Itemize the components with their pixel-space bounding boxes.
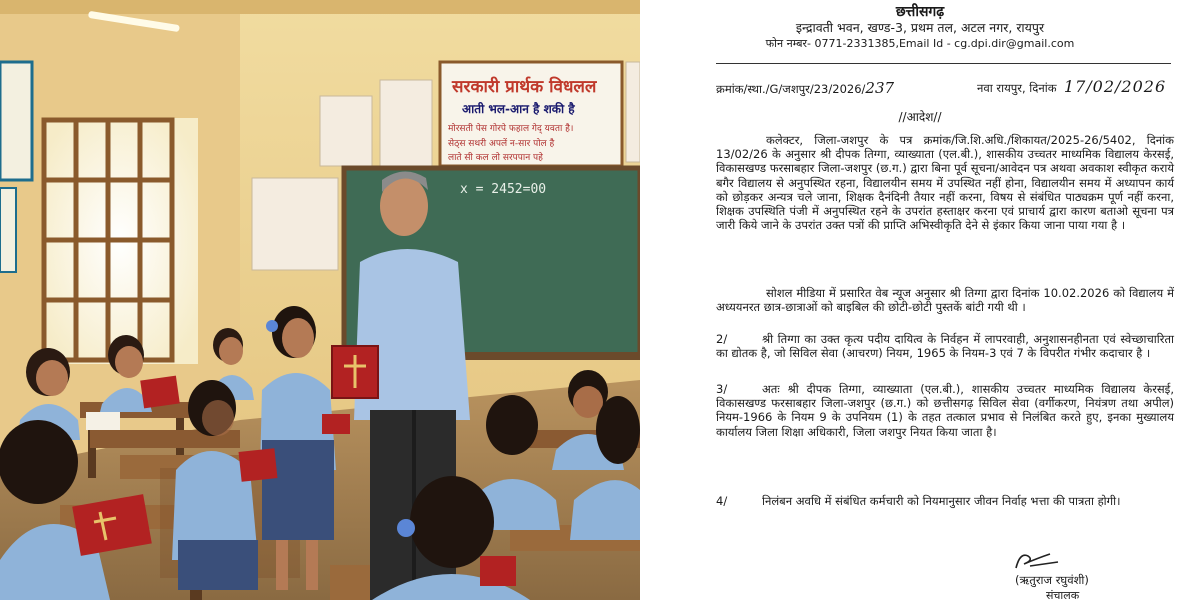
- date-label: नवा रायपुर, दिनांक: [977, 81, 1057, 95]
- letterhead-state: छत्तीसगढ़: [895, 4, 945, 20]
- reference-handwritten-number: 237: [865, 79, 895, 97]
- letterhead-contact: फोन नम्बर- 0771-2331385,Email Id - cg.dpi.dir@gmail.com: [765, 37, 1075, 50]
- blackboard-formula: x = 2452=00: [460, 182, 547, 197]
- school-banner-line: आती भल-आन है शकी है: [462, 102, 575, 116]
- paragraph-number: 2/: [716, 332, 728, 346]
- paragraph-text: निलंबन अवधि में संबंधित कर्मचारी को नियमानुसार जीवन निर्वाह भत्ता की पात्रता होगी।: [762, 494, 1121, 508]
- letter-date: [977, 77, 1166, 96]
- school-banner-title: सरकारी प्रार्थक विधलल: [452, 77, 597, 97]
- official-order-letter: [640, 0, 1200, 600]
- signatory-title: संचालक: [1046, 589, 1080, 600]
- signature-mark: [1010, 548, 1070, 574]
- header-divider: [716, 63, 1171, 64]
- date-handwritten: 17/02/2026: [1063, 77, 1167, 96]
- paragraph-text: श्री तिग्गा का उक्त कृत्य पदीय दायित्व के निर्वहन में लापरवाही, अनुशासनहीनता एवं स्वेच्छाचारिता का द्योतक है, जो सिविल सेवा (आचरण) नियम, 1965 के नियम-3 एवं 7 के विपरीत गंभीर कदाचार है ।: [716, 332, 1174, 361]
- order-paragraph: सोशल मीडिया में प्रसारित वेब न्यूज अनुसार श्री तिग्गा द्वारा दिनांक 10.02.2026 को विद्यालय में अध्ययनरत छात्र-छात्राओं को बाइबिल की छोटी-छोटी पुस्तकें बांटी गयी थी ।: [716, 286, 1174, 315]
- order-paragraph: कलेक्टर, जिला-जशपुर के पत्र क्रमांक/जि.शि.अधि./शिकायत/2025-26/5402, दिनांक 13/02/26 के अनुसार श्री दीपक तिग्गा, व्याख्याता (एल.बी.), शासकीय उच्चतर माध्यमिक विद्यालय केरसई, विकासखण्ड फरसाबहार जिला-जशपुर (छ.ग.) द्वारा बिना पूर्व सूचना/आवेदन पत्र अथवा अवकाश स्वीकृत कराये बगैर विद्यालय से अनुपस्थित रहना, विद्यालयीन समय में उपस्थित नहीं होना, विद्यालयीन समय में अध्यापन कार्य को छोड़कर अन्यत्र चले जाना, शिक्षक दैनंदिनी तैयार नहीं करना, विषय से संबंधित पाठ्यक्रम पूर्ण नहीं करना, शिक्षक उपस्थिति पंजी में अनुपस्थित रहने के उपरांत हस्ताक्षर करना एवं प्राचार्य द्वारा कारण बताओ सूचना पत्र जारी किये जाने के उपरांत उक्त पत्रों की प्राप्ति अभिस्वीकृति देने से इंकार किया जाना पाया गया है ।: [716, 133, 1174, 233]
- school-banner-line: मोरसती पेस गोरपे फहाल गेद् यवता है।: [448, 124, 574, 134]
- paragraph-number: 4/: [716, 494, 728, 508]
- school-banner-line: सेठ्स सथरी अपलें न-सार पोल है: [448, 139, 555, 149]
- paragraph-number: 3/: [716, 382, 728, 396]
- letterhead-address: इन्द्रावती भवन, खण्ड-3, प्रथम तल, अटल नगर, रायपुर: [795, 20, 1045, 35]
- reference-number: [716, 79, 894, 97]
- reference-label: क्रमांक/स्था./G/जशपुर/23/2026/: [716, 82, 866, 96]
- paragraph-text: अतः श्री दीपक तिग्गा, व्याख्याता (एल.बी.), शासकीय उच्चतर माध्यमिक विद्यालय केरसई, विकासखण्ड फरसाबहार जिला-जशपुर (छ.ग.) को छत्तीसगढ़ सिविल सेवा (वर्गीकरण, नियंत्रण तथा अपील) नियम-1966 के नियम 9 के उपनियम (1) के तहत तत्काल प्रभाव से निलंबित करते हुए, इनका मुख्यालय कार्यालय जिला शिक्षा अधिकारी, जिला जशपुर नियत किया जाता है।: [716, 382, 1174, 439]
- school-banner-line: लाते सी कल लो सरपपान पहे: [448, 153, 543, 163]
- signatory-name: (ऋतुराज रघुवंशी): [1015, 573, 1089, 587]
- order-title: //आदेश//: [898, 110, 942, 124]
- order-paragraph: [716, 494, 1174, 508]
- order-paragraph: [716, 382, 1174, 439]
- order-paragraph: [716, 332, 1174, 360]
